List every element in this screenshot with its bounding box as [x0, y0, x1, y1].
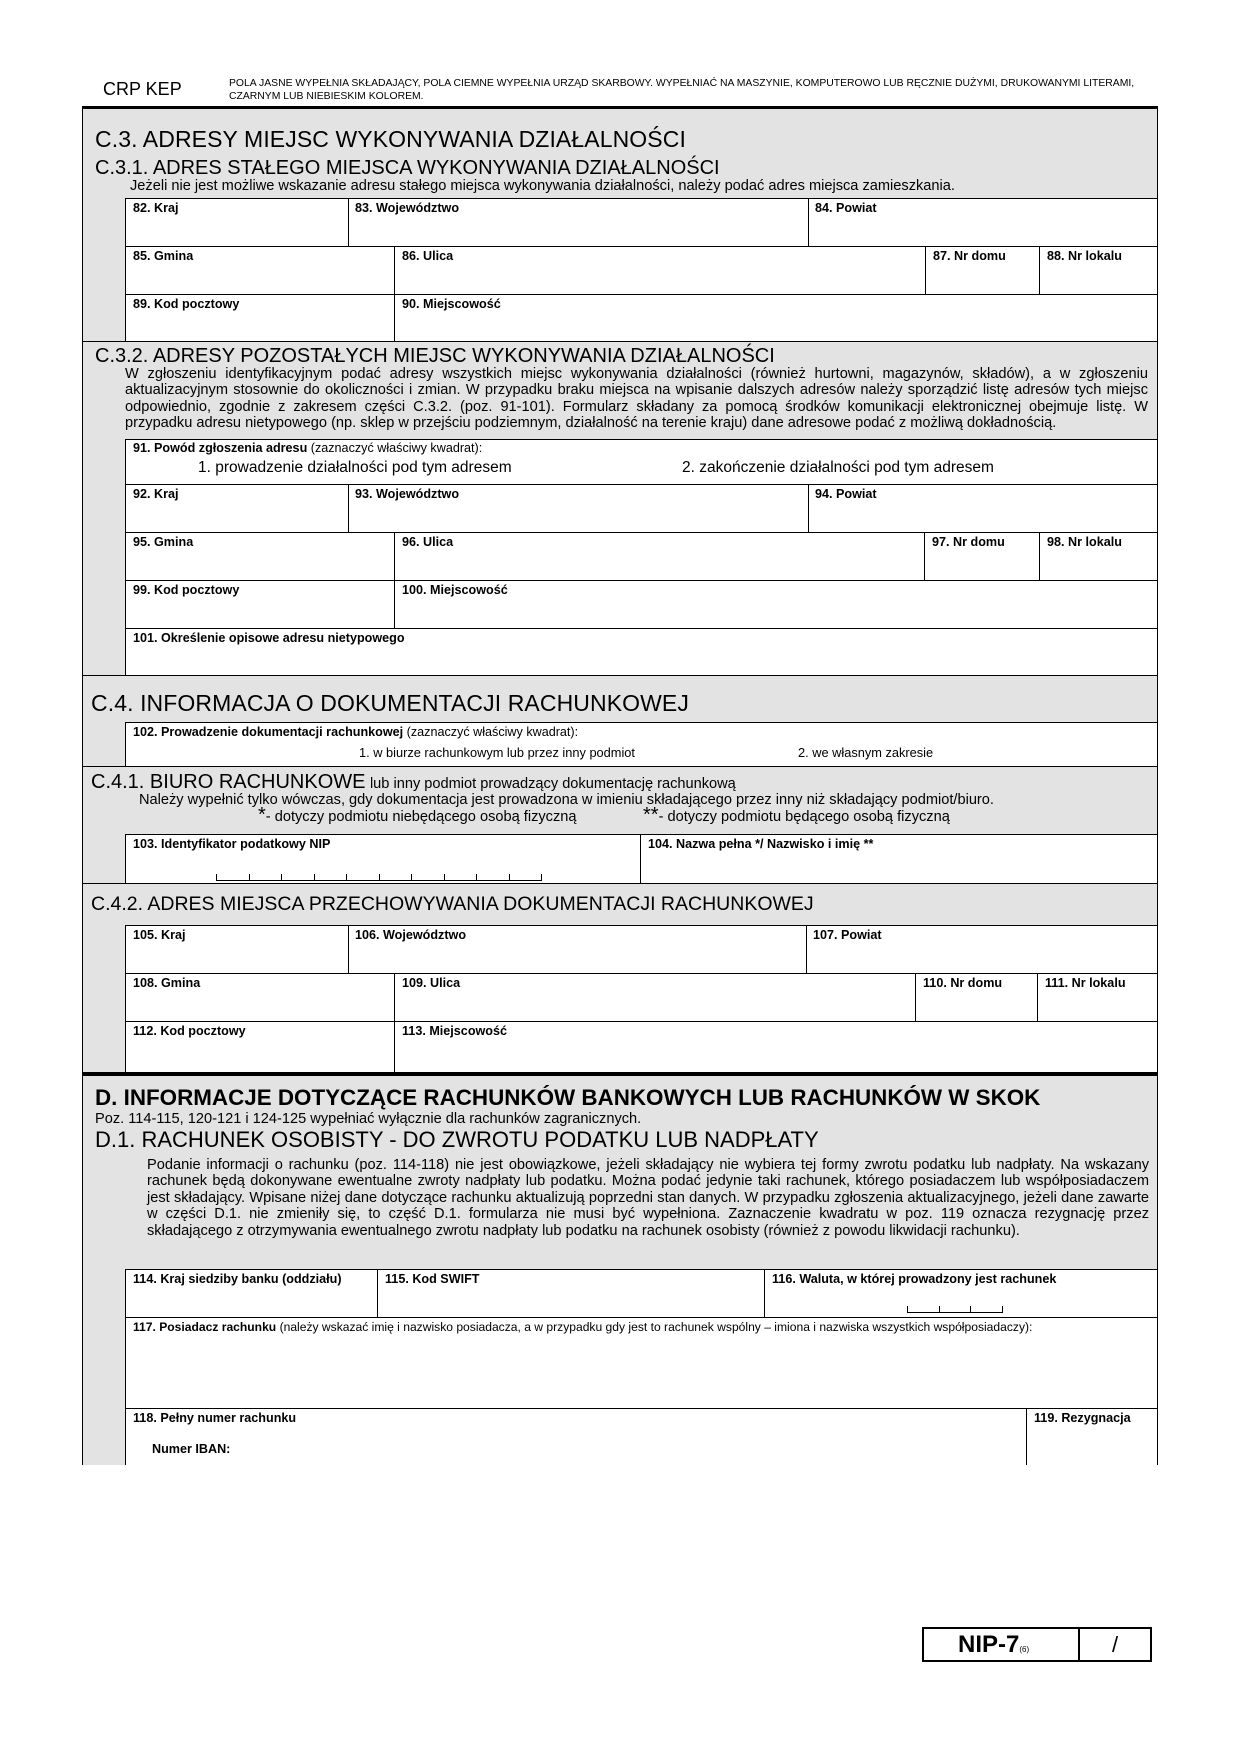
- field-102-label: 102. Prowadzenie dokumentacji rachunkowej: [133, 725, 404, 739]
- row-divider: [125, 532, 1157, 533]
- col-divider: [394, 246, 395, 341]
- form-name: [958, 1631, 1029, 1659]
- field-99-kod-pocztowy[interactable]: 99. Kod pocztowy: [133, 583, 240, 597]
- c42-title: C.4.2. ADRES MIEJSCA PRZECHOWYWANIA DOKUMENTACJI RACHUNKOWEJ: [91, 893, 814, 915]
- field-83-wojewodztwo[interactable]: 83. Województwo: [355, 201, 460, 215]
- row-divider: [125, 294, 1157, 295]
- col-divider: [925, 246, 926, 294]
- row-divider: [125, 1021, 1157, 1022]
- col-divider: [915, 973, 916, 1021]
- col-divider: [764, 1269, 765, 1317]
- c31-note: Jeżeli nie jest możliwe wskazanie adresu stałego miejsca wykonywania działalności, należy podać adres miejsca zamieszkania.: [130, 178, 955, 194]
- field-91-option-1[interactable]: 1. prowadzenie działalności pod tym adresem: [198, 459, 512, 476]
- row-divider: [125, 580, 1157, 581]
- field-87-nr-domu[interactable]: 87. Nr domu: [933, 249, 1006, 263]
- field-98-nr-lokalu[interactable]: 98. Nr lokalu: [1047, 535, 1122, 549]
- col-divider: [806, 925, 807, 973]
- field-104-nazwa[interactable]: 104. Nazwa pełna */ Nazwisko i imię **: [648, 837, 874, 851]
- field-101-adres-nietypowy[interactable]: 101. Określenie opisowe adresu nietypowego: [133, 631, 405, 645]
- row-divider: [125, 246, 1157, 247]
- field-111-nr-lokalu[interactable]: 111. Nr lokalu: [1045, 976, 1126, 990]
- field-82-kraj[interactable]: 82. Kraj: [133, 201, 179, 215]
- field-88-nr-lokalu[interactable]: 88. Nr lokalu: [1047, 249, 1122, 263]
- field-102-hint: (zaznaczyć właściwy kwadrat):: [406, 725, 579, 739]
- field-91-label: 91. Powód zgłoszenia adresu: [133, 441, 308, 455]
- field-103-nip[interactable]: 103. Identyfikator podatkowy NIP: [133, 837, 331, 851]
- field-117-label: 117. Posiadacz rachunku: [133, 1320, 277, 1334]
- c41-star2-mark: **: [643, 804, 659, 826]
- field-91-hint: (zaznaczyć właściwy kwadrat):: [310, 441, 483, 455]
- col-divider: [348, 484, 349, 532]
- c42-address-grid: [125, 925, 1157, 1072]
- d1-fields-grid: [125, 1269, 1157, 1465]
- form-code: CRP KEP: [103, 79, 182, 99]
- d1-note: Podanie informacji o rachunku (poz. 114-118) nie jest obowiązkowe, jeżeli składający nie wybiera tej formy zwrotu podatku lub nadpłaty. Na wskazany rachunek będą dokonywane ewentualne zwroty nadpłaty lub podatku. Można podać jedynie taki rachunek, którego posiadaczem lub współposiadaczem jest składający. Wpisane niżej dane dotyczące rachunku aktualizują poprzedni stan danych. W przypadku zgłoszenia aktualizacyjnego, jeżeli dane zawarte w części D.1. nie zmieniły się, to część D.1. formularza nie musi być wypełniona. Zaznaczenie kwadratu w poz. 119 oznacza rezygnację przez składającego z otrzymywania ewentualnego zwrotu nadpłaty lub podatku na rachunek osobisty (również z powodu likwidacji rachunku).: [147, 1157, 1149, 1239]
- field-105-kraj[interactable]: 105. Kraj: [133, 928, 186, 942]
- c31-address-grid: [125, 198, 1157, 341]
- col-divider: [640, 834, 641, 883]
- field-110-nr-domu[interactable]: 110. Nr domu: [923, 976, 1003, 990]
- c32-title: C.3.2. ADRESY POZOSTAŁYCH MIEJSC WYKONYWANIA DZIAŁALNOŚCI: [95, 345, 775, 367]
- row-divider: [125, 1408, 1157, 1409]
- field-113-miejscowosc[interactable]: 113. Miejscowość: [402, 1024, 508, 1038]
- field-84-powiat[interactable]: 84. Powiat: [815, 201, 877, 215]
- col-divider: [394, 532, 395, 628]
- c41-title-suffix: lub inny podmiot prowadzący dokumentację rachunkową: [369, 776, 736, 792]
- c41-footnote-2: [643, 804, 950, 827]
- field-93-wojewodztwo[interactable]: 93. Województwo: [355, 487, 460, 501]
- field-96-ulica[interactable]: 96. Ulica: [402, 535, 454, 549]
- c41-footnote-1: [258, 804, 577, 827]
- c32-left-strip: [83, 439, 125, 675]
- row-divider: [125, 628, 1157, 629]
- row-divider: [125, 1317, 1157, 1318]
- c31-title: C.3.1. ADRES STAŁEGO MIEJSCA WYKONYWANIA DZIAŁALNOŚCI: [95, 157, 720, 179]
- field-89-kod-pocztowy[interactable]: 89. Kod pocztowy: [133, 297, 240, 311]
- c41-title-main: C.4.1. BIURO RACHUNKOWE: [91, 771, 366, 793]
- c31-left-strip: [83, 198, 125, 341]
- form-id-divider: [1078, 1627, 1080, 1662]
- c41-star2-text: - dotyczy podmiotu będącego osobą fizyczną: [658, 809, 950, 825]
- col-divider: [1026, 1408, 1027, 1465]
- col-divider: [1039, 246, 1040, 294]
- field-112-kod-pocztowy[interactable]: 112. Kod pocztowy: [133, 1024, 246, 1038]
- field-91-option-2[interactable]: 2. zakończenie działalności pod tym adresem: [682, 459, 994, 476]
- c3-title: C.3. ADRESY MIEJSC WYKONYWANIA DZIAŁALNOŚCI: [95, 126, 686, 152]
- c4-left-strip: [83, 722, 125, 766]
- c41-note: Należy wypełnić tylko wówczas, gdy dokumentacja jest prowadzona w imieniu składającego przez inny niż składający podmiot/biuro.: [139, 792, 994, 808]
- field-92-kraj[interactable]: 92. Kraj: [133, 487, 179, 501]
- field-118-numer-rachunku[interactable]: 118. Pełny numer rachunku: [133, 1411, 297, 1425]
- col-divider: [808, 484, 809, 532]
- field-102-dokumentacja: [133, 725, 578, 739]
- col-divider: [377, 1269, 378, 1317]
- field-115-kod-swift[interactable]: 115. Kod SWIFT: [385, 1272, 480, 1286]
- c41-left-strip: [83, 834, 125, 883]
- field-118-iban-label: Numer IBAN:: [152, 1442, 231, 1456]
- field-100-miejscowosc[interactable]: 100. Miejscowość: [402, 583, 508, 597]
- field-103-nip-comb[interactable]: [216, 874, 542, 881]
- field-107-powiat[interactable]: 107. Powiat: [813, 928, 882, 942]
- col-divider: [1037, 973, 1038, 1021]
- col-divider: [924, 532, 925, 580]
- field-85-gmina[interactable]: 85. Gmina: [133, 249, 194, 263]
- field-109-ulica[interactable]: 109. Ulica: [402, 976, 461, 990]
- d1-left-strip: [83, 1269, 125, 1465]
- col-divider: [348, 925, 349, 973]
- row-divider: [125, 973, 1157, 974]
- field-117-hint: (należy wskazać imię i nazwisko posiadacza, a w przypadku gdy jest to rachunek wspólny – imiona i nazwiska wszystkich współposiadaczy):: [279, 1320, 1033, 1334]
- col-divider: [348, 198, 349, 246]
- field-116-waluta[interactable]: 116. Waluta, w której prowadzony jest rachunek: [772, 1272, 1057, 1286]
- col-divider: [394, 973, 395, 1072]
- field-94-powiat[interactable]: 94. Powiat: [815, 487, 877, 501]
- col-divider: [1039, 532, 1040, 580]
- page-separator: /: [1112, 1632, 1119, 1657]
- field-90-miejscowosc[interactable]: 90. Miejscowość: [402, 297, 501, 311]
- c41-star1-mark: *: [258, 804, 266, 826]
- field-108-gmina[interactable]: 108. Gmina: [133, 976, 201, 990]
- form-name-main: NIP-7: [958, 1631, 1020, 1658]
- field-91-powod: [133, 441, 482, 455]
- field-102-option-1[interactable]: 1. w biurze rachunkowym lub przez inny podmiot: [359, 745, 635, 760]
- field-97-nr-domu[interactable]: 97. Nr domu: [932, 535, 1005, 549]
- d-subtitle: Poz. 114-115, 120-121 i 124-125 wypełniać wyłącznie dla rachunków zagranicznych.: [95, 1111, 642, 1127]
- row-divider: [125, 484, 1157, 485]
- col-divider: [808, 198, 809, 246]
- c42-left-strip: [83, 925, 125, 1072]
- c32-note: W zgłoszeniu identyfikacyjnym podać adresy wszystkich miejsc wykonywania działalności (również hurtowni, magazynów, składów), a w zgłoszeniu aktualizacyjnym stosownie do okoliczności i zmian. W przypadku braku miejsca na wpisanie dalszych adresów należy sporządzić listę adresów tych miejsc odpowiednio, zgodnie z zakresem części C.3.2. (poz. 91-101). Formularz składany za pomocą środków komunikacji elektronicznej obejmuje listę. W przypadku adresu nietypowego (np. sklep w przejściu podziemnym, działalność na terenie kraju) dane adresowe podać z możliwą dokładnością.: [125, 366, 1148, 432]
- field-116-waluta-comb[interactable]: [907, 1306, 1003, 1313]
- c41-title: [91, 771, 736, 794]
- c4-title: C.4. INFORMACJA O DOKUMENTACJI RACHUNKOWEJ: [91, 690, 689, 716]
- field-114-kraj-banku[interactable]: 114. Kraj siedziby banku (oddziału): [133, 1272, 342, 1286]
- header-instruction: POLA JASNE WYPEŁNIA SKŁADAJĄCY, POLA CIEMNE WYPEŁNIA URZĄD SKARBOWY. WYPEŁNIAĆ NA MASZYNIE, KOMPUTEROWO LUB RĘCZNIE DUŻYMI, DRUKOWANYMI LITERAMI, CZARNYM LUB NIEBIESKIM KOLOREM.: [229, 78, 1135, 102]
- d-title: D. INFORMACJE DOTYCZĄCE RACHUNKÓW BANKOWYCH LUB RACHUNKÓW W SKOK: [95, 1085, 1041, 1110]
- d1-title: D.1. RACHUNEK OSOBISTY - DO ZWROTU PODATKU LUB NADPŁATY: [95, 1127, 819, 1152]
- c41-star1-text: - dotyczy podmiotu niebędącego osobą fizyczną: [265, 809, 577, 825]
- field-102-option-2[interactable]: 2. we własnym zakresie: [798, 745, 934, 760]
- field-86-ulica[interactable]: 86. Ulica: [402, 249, 454, 263]
- form-version: (6): [1019, 1645, 1030, 1654]
- field-95-gmina[interactable]: 95. Gmina: [133, 535, 194, 549]
- field-117-posiadacz[interactable]: [133, 1320, 1032, 1334]
- field-119-rezygnacja[interactable]: 119. Rezygnacja: [1034, 1411, 1131, 1425]
- field-106-wojewodztwo[interactable]: 106. Województwo: [355, 928, 467, 942]
